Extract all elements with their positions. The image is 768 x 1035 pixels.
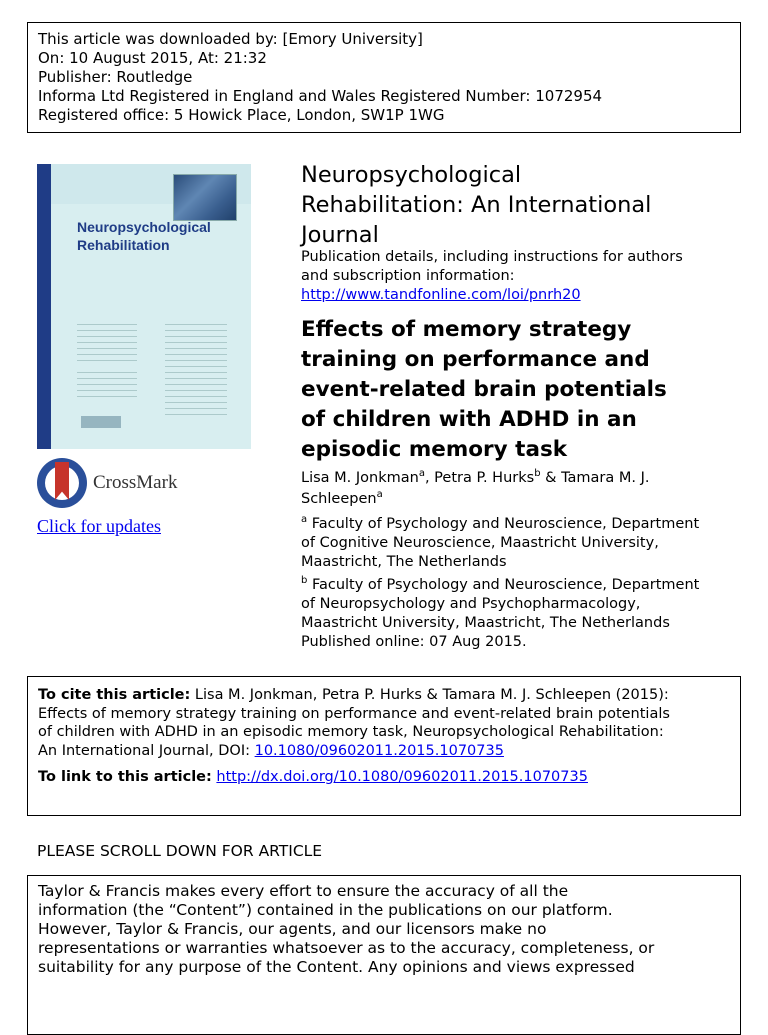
cover-text-column xyxy=(77,372,137,402)
disclaimer-line: representations or warranties whatsoever as to the accuracy, completeness, or xyxy=(38,939,655,957)
journal-title-line: Neuropsychological xyxy=(301,162,522,188)
affiliation-line: Faculty of Psychology and Neuroscience, Department xyxy=(311,577,700,593)
author-name: Schleepen xyxy=(301,491,377,507)
affiliation-marker: a xyxy=(418,468,425,480)
link-line xyxy=(38,768,730,787)
download-info-box xyxy=(27,22,741,133)
article-title-line: event-related brain potentials xyxy=(301,377,667,402)
cover-text-column xyxy=(165,324,227,419)
download-line: Registered office: 5 Howick Place, London, SW1P 1WG xyxy=(38,106,445,124)
affiliation-b xyxy=(301,576,741,652)
citation-text: of children with ADHD in an episodic memory task, Neuropsychological Rehabilitation: xyxy=(38,724,664,740)
citation-line xyxy=(38,686,730,705)
cover-title xyxy=(77,218,211,254)
details-line: and subscription information: xyxy=(301,268,515,284)
download-line: On: 10 August 2015, At: 21:32 xyxy=(38,49,267,67)
author-name: & Tamara M. J. xyxy=(540,470,650,486)
citation-line xyxy=(38,742,730,761)
cover-brain-image xyxy=(173,174,237,221)
link-label: To link to this article: xyxy=(38,769,212,785)
disclaimer-box xyxy=(27,875,741,1035)
download-line: Informa Ltd Registered in England and Wales Registered Number: 1072954 xyxy=(38,87,603,105)
scroll-down-note: PLEASE SCROLL DOWN FOR ARTICLE xyxy=(37,842,323,860)
affiliation-line: of Cognitive Neuroscience, Maastricht University, xyxy=(301,535,659,551)
article-title xyxy=(301,315,741,465)
cite-label: To cite this article: xyxy=(38,687,191,703)
disclaimer-line: Taylor & Francis makes every effort to ensure the accuracy of all the xyxy=(38,882,569,900)
publication-details xyxy=(301,248,741,305)
publisher-logo xyxy=(81,416,121,428)
journal-cover-image xyxy=(37,164,251,449)
crossmark-label: CrossMark xyxy=(93,472,178,493)
published-date: Published online: 07 Aug 2015. xyxy=(301,634,527,650)
disclaimer-line: information (the “Content”) contained in the publications on our platform. xyxy=(38,901,613,919)
doi-link[interactable]: 10.1080/09602011.2015.1070735 xyxy=(254,742,504,759)
affiliation-marker: a xyxy=(301,514,308,526)
affiliation-line: Faculty of Psychology and Neuroscience, Department xyxy=(311,516,700,532)
affiliation-a xyxy=(301,515,741,572)
article-title-line: of children with ADHD in an xyxy=(301,407,637,432)
download-line: Publisher: Routledge xyxy=(38,68,193,86)
disclaimer-line: suitability for any purpose of the Content. Any opinions and views expressed xyxy=(38,958,635,976)
journal-title-line: Rehabilitation: An International xyxy=(301,192,652,218)
journal-title-line: Journal xyxy=(301,222,379,248)
citation-text: An International Journal, DOI: xyxy=(38,742,250,759)
crossmark-icon xyxy=(37,458,87,508)
affiliation-marker: a xyxy=(376,489,383,501)
article-title-line: episodic memory task xyxy=(301,437,568,462)
journal-url-link[interactable]: http://www.tandfonline.com/loi/pnrh20 xyxy=(301,287,581,303)
affiliation-marker: b xyxy=(301,575,308,587)
click-for-updates-link[interactable]: Click for updates xyxy=(37,516,161,536)
author-list xyxy=(301,468,741,510)
affiliation-line: of Neuropsychology and Psychopharmacology, xyxy=(301,596,641,612)
affiliation-line: Maastricht University, Maastricht, The Netherlands xyxy=(301,615,670,631)
citation-box xyxy=(27,676,741,816)
cover-title-line: Neuropsychological xyxy=(77,219,211,235)
citation-text: Lisa M. Jonkman, Petra P. Hurks & Tamara M. J. Schleepen (2015): xyxy=(194,687,669,703)
affiliation-line: Maastricht, The Netherlands xyxy=(301,554,507,570)
crossmark-badge[interactable] xyxy=(37,458,177,508)
citation-text: Effects of memory strategy training on performance and event-related brain potentials xyxy=(38,705,670,722)
cover-spine xyxy=(37,164,51,449)
author-name: Lisa M. Jonkman xyxy=(301,470,419,486)
affiliation-marker: b xyxy=(534,468,541,480)
cover-text-column xyxy=(77,324,137,364)
article-title-line: Effects of memory strategy xyxy=(301,317,632,342)
affiliations xyxy=(301,515,741,652)
disclaimer-line: However, Taylor & Francis, our agents, and our licensors make no xyxy=(38,920,547,938)
journal-title xyxy=(301,160,741,250)
details-line: Publication details, including instructions for authors xyxy=(301,249,683,265)
download-line: This article was downloaded by: [Emory University] xyxy=(38,30,423,48)
article-url-link[interactable]: http://dx.doi.org/10.1080/09602011.2015.1070735 xyxy=(216,769,588,785)
article-title-line: training on performance and xyxy=(301,347,650,372)
cover-title-line: Rehabilitation xyxy=(77,237,170,253)
author-name: , Petra P. Hurks xyxy=(424,470,535,486)
